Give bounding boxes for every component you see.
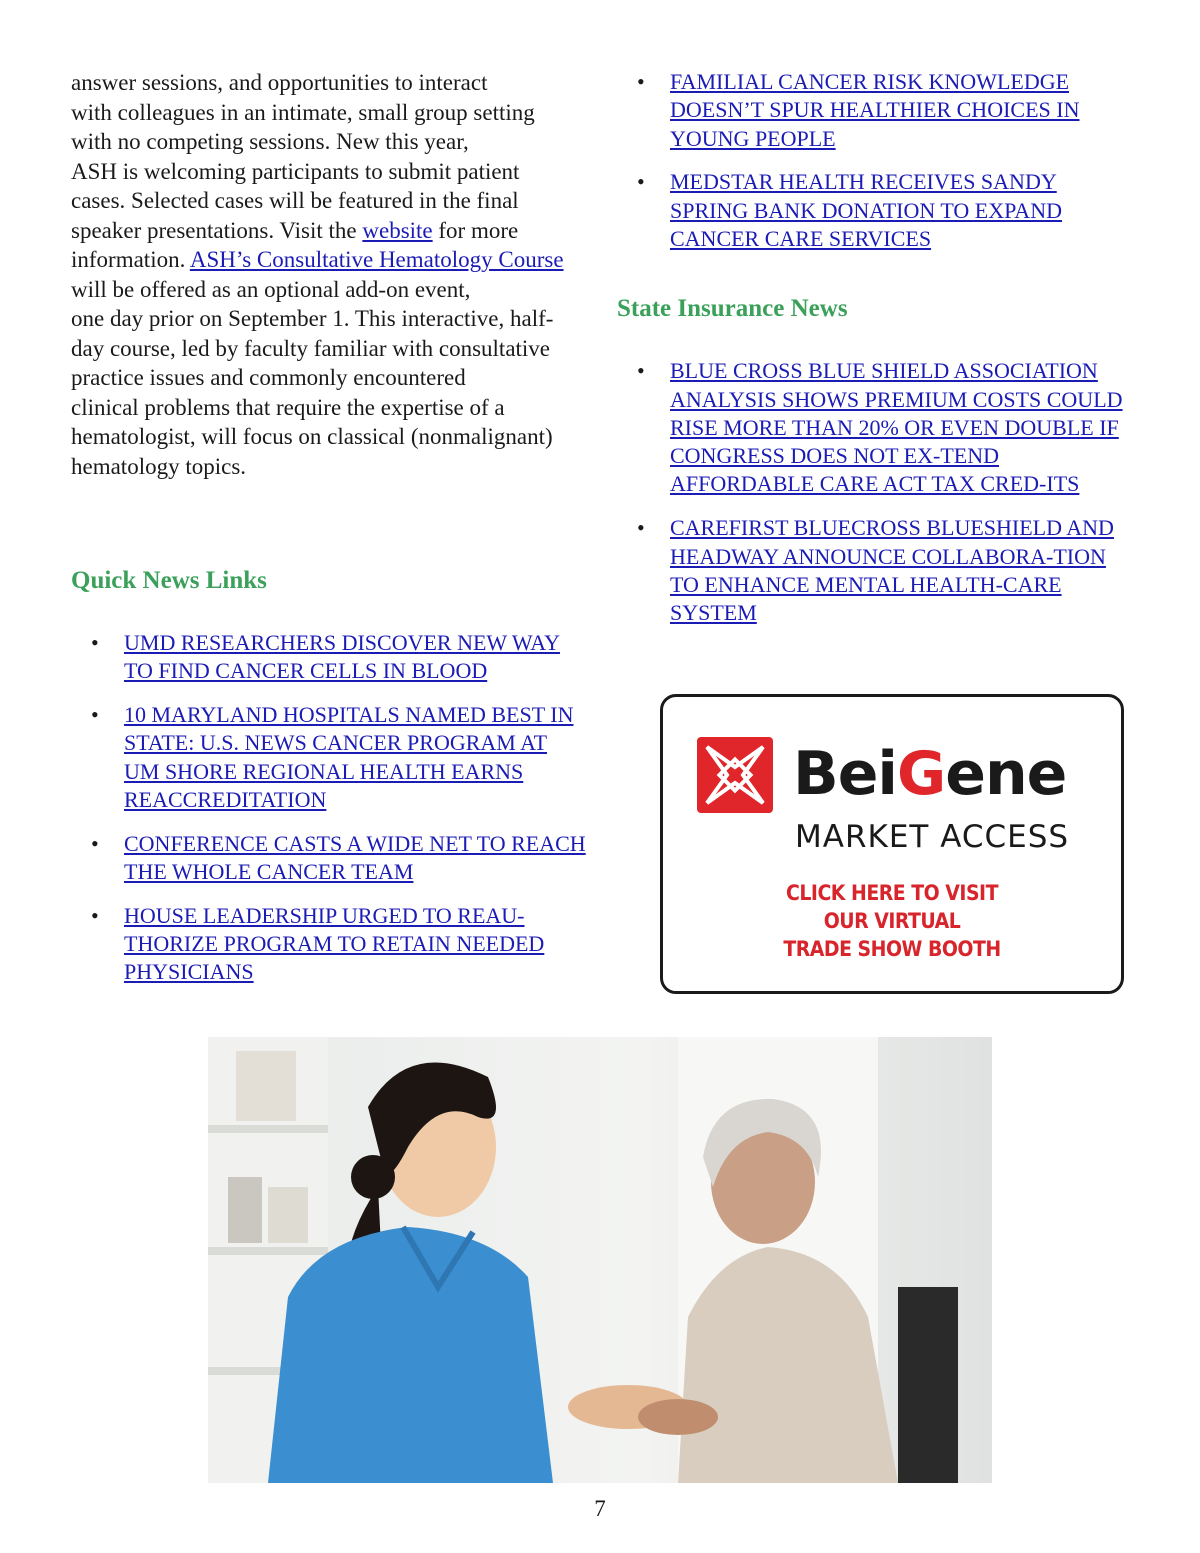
- quick-news-heading: Quick News Links: [71, 567, 267, 594]
- list-item: [71, 701, 586, 814]
- text-line: one day prior on September 1. This interactive, half-: [71, 306, 554, 331]
- text-line: with colleagues in an intimate, small group setting: [71, 99, 535, 125]
- ad-call-to-action: CLICK HERE TO VISIT OUR VIRTUAL TRADE SHOW BOOTH: [783, 881, 1001, 961]
- list-item: [71, 830, 586, 887]
- text-line: answer sessions, and opportunities to interact: [71, 70, 488, 95]
- bullet-icon: •: [637, 515, 645, 541]
- page-number: 7: [594, 1496, 606, 1521]
- list-item: [71, 629, 586, 686]
- text-line: with no competing sessions. New this year,: [71, 129, 469, 154]
- bullet-icon: •: [637, 169, 645, 195]
- bullet-icon: •: [637, 358, 645, 384]
- bullet-icon: •: [91, 830, 99, 856]
- quick-news-list: [71, 629, 586, 987]
- news-link[interactable]: CONFERENCE CASTS A WIDE NET TO REACH THE WHOLE CANCER TEAM: [124, 830, 586, 885]
- text-segment: information.: [71, 247, 190, 272]
- text-line: hematologist, will focus on classical (nonmalignant): [71, 424, 553, 449]
- text-segment: for more: [432, 217, 519, 243]
- beigene-ad-banner[interactable]: [660, 694, 1124, 994]
- news-link[interactable]: MEDSTAR HEALTH RECEIVES SANDY SPRING BANK DONATION TO EXPAND CANCER CARE SERVICES: [670, 169, 1062, 251]
- news-link[interactable]: BLUE CROSS BLUE SHIELD ASSOCIATION ANALYSIS SHOWS PREMIUM COSTS COULD RISE MORE THAN 20% OR EVEN DOUBLE IF CONGRESS DOES NOT EX-TEND AFFORDABLE CARE ACT TAX CRED-ITS: [670, 358, 1123, 497]
- bullet-icon: •: [91, 630, 99, 655]
- list-item: [617, 357, 1132, 498]
- text-line: practice issues and commonly encountered: [71, 365, 466, 390]
- news-link[interactable]: CAREFIRST BLUECROSS BLUESHIELD AND HEADWAY ANNOUNCE COLLABORA-TION TO ENHANCE MENTAL HEALTH-CARE SYSTEM: [670, 515, 1114, 626]
- text-line: clinical problems that require the expertise of a: [71, 394, 505, 420]
- market-access-label: MARKET ACCESS: [795, 819, 1070, 855]
- bullet-icon: •: [91, 702, 99, 728]
- text-line: cases. Selected cases will be featured in the final: [71, 188, 519, 213]
- news-link[interactable]: UMD RESEARCHERS DISCOVER NEW WAY TO FIND CANCER CELLS IN BLOOD: [124, 630, 560, 684]
- photo-illustration: [208, 1037, 992, 1483]
- website-link[interactable]: website: [362, 217, 433, 243]
- state-insurance-list: [617, 357, 1132, 627]
- beigene-logo-icon: [697, 737, 773, 813]
- text-segment: will be offered as an optional add-on event,: [71, 276, 471, 302]
- right-column: [617, 68, 1137, 643]
- text-line: day course, led by faculty familiar with consultative: [71, 335, 551, 361]
- intro-paragraph: [71, 68, 586, 481]
- news-link[interactable]: FAMILIAL CANCER RISK KNOWLEDGE DOESN’T SPUR HEALTHIER CHOICES IN YOUNG PEOPLE: [670, 69, 1080, 151]
- beigene-wordmark: BeiGene: [793, 739, 1067, 809]
- bullet-icon: •: [91, 902, 99, 928]
- consultative-hematology-course-link[interactable]: ASH’s Consultative Hematology Course: [189, 247, 564, 272]
- list-item: [617, 168, 1132, 253]
- list-item: [71, 902, 586, 987]
- nurse-with-elderly-patient-photo: [208, 1037, 992, 1483]
- news-link[interactable]: 10 MARYLAND HOSPITALS NAMED BEST IN STATE: U.S. NEWS CANCER PROGRAM AT UM SHORE REGIONAL HEALTH EARNS REACCREDITATION: [124, 702, 574, 812]
- state-insurance-heading: State Insurance News: [617, 295, 848, 323]
- list-item: [617, 514, 1132, 627]
- list-item: [617, 68, 1132, 153]
- text-segment: speaker presentations. Visit the: [71, 217, 363, 243]
- top-news-list: [617, 68, 1132, 253]
- text-line: ASH is welcoming participants to submit patient: [71, 158, 520, 184]
- news-link[interactable]: HOUSE LEADERSHIP URGED TO REAU-THORIZE PROGRAM TO RETAIN NEEDED PHYSICIANS: [124, 902, 545, 985]
- left-column: [71, 68, 586, 1002]
- text-line: hematology topics.: [71, 453, 247, 479]
- bullet-icon: •: [637, 69, 645, 94]
